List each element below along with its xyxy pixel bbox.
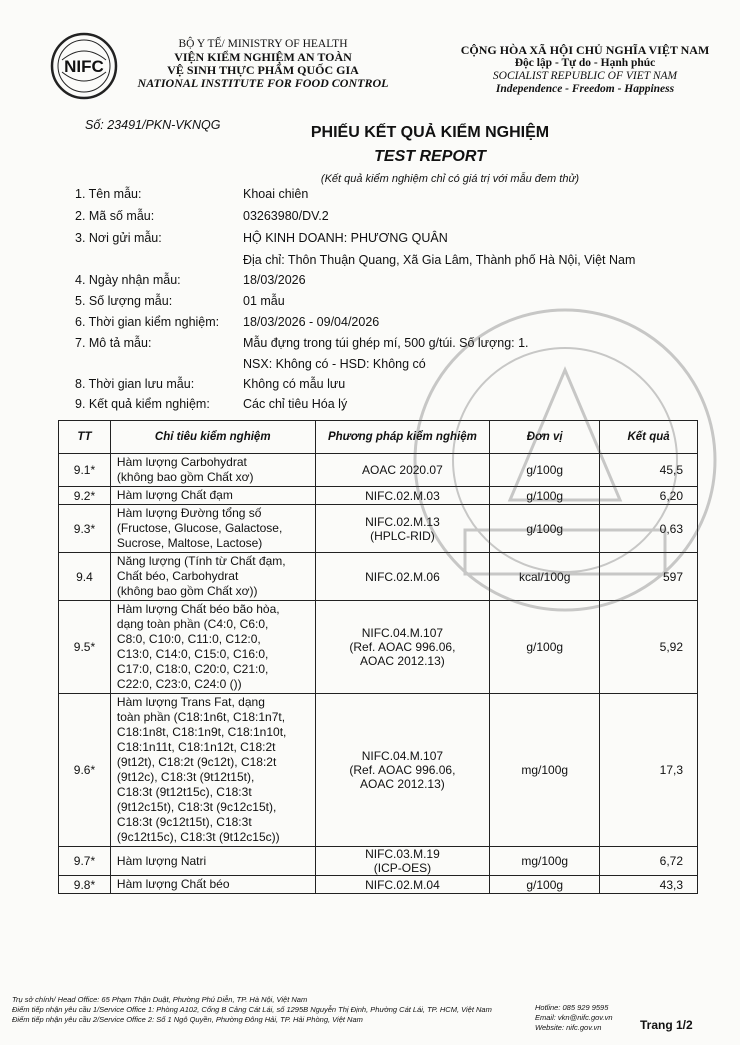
info-value: Các chỉ tiêu Hóa lý	[243, 397, 348, 411]
cell-unit: g/100g	[490, 601, 600, 694]
cell-result: 597	[600, 553, 698, 601]
test-item-line: Chất béo, Carbohydrat	[116, 569, 239, 583]
method-line: NIFC.03.M.19	[365, 847, 440, 861]
cell-test-item	[110, 694, 315, 847]
method-line: (ICP-OES)	[373, 861, 432, 875]
institute-header	[118, 38, 408, 90]
footer-line: Trụ sở chính/ Head Office: 65 Phạm Thận Duật, Phường Phú Diễn, TP. Hà Nội, Việt Nam	[12, 995, 308, 1004]
cell-result: 45,5	[600, 454, 698, 487]
info-label: 8. Thời gian lưu mẫu:	[75, 377, 195, 391]
test-item-line: Hàm lượng Carbohydrat	[116, 455, 247, 469]
test-item-line: C13:0, C14:0, C15:0, C16:0,	[116, 647, 269, 661]
test-item-line: Hàm lượng Natri	[116, 853, 207, 868]
logo-text: NIFC	[64, 57, 104, 76]
motto-line-en: Independence - Freedom - Happiness	[495, 83, 675, 95]
test-item-line: C22:0, C23:0, C24:0 ())	[116, 677, 242, 691]
cell-method	[315, 601, 490, 694]
ministry-line: BỘ Y TẾ/ MINISTRY OF HEALTH	[178, 38, 348, 50]
info-label: 5. Số lượng mẫu:	[75, 294, 173, 308]
test-item-line: Sucrose, Maltose, Lactose)	[116, 536, 263, 550]
table-row	[59, 847, 698, 876]
info-value: HỘ KINH DOANH: PHƯƠNG QUÂN	[243, 231, 448, 245]
report-subtitle: TEST REPORT	[374, 148, 486, 165]
header-test-item: Chỉ tiêu kiểm nghiệm	[110, 421, 315, 454]
method-line: AOAC 2012.13)	[360, 654, 445, 668]
cell-test-item	[110, 847, 315, 876]
document-number: Số: 23491/PKN-VKNQG	[85, 118, 221, 132]
cell-unit: kcal/100g	[490, 553, 600, 601]
cell-tt: 9.3*	[59, 505, 111, 553]
footer-contacts	[535, 1003, 613, 1033]
report-note: (Kết quả kiểm nghiệm chỉ có giá trị với mẫu đem thử)	[320, 173, 580, 185]
footer-website: Website: nifc.gov.vn	[535, 1023, 602, 1032]
test-item-line: (9t12c15t), C18:3t (9c12c15t),	[116, 800, 277, 814]
institute-line-2: VỆ SINH THỰC PHẨM QUỐC GIA	[167, 63, 359, 77]
test-item-line: C18:3t (9t12t15c), C18:3t	[116, 785, 252, 799]
table-row	[59, 694, 698, 847]
method-line: (Ref. AOAC 996.06,	[349, 640, 456, 654]
cell-result: 17,3	[600, 694, 698, 847]
test-item-line: C18:1n11t, C18:1n12t, C18:2t	[116, 740, 276, 754]
test-item-line: (9t12c), C18:3t (9t12t15t),	[116, 770, 255, 784]
info-value: Khoai chiên	[243, 187, 309, 201]
cell-unit: mg/100g	[490, 694, 600, 847]
republic-header	[440, 44, 730, 96]
method-line: NIFC.02.M.03	[365, 488, 440, 503]
cell-unit: g/100g	[490, 487, 600, 505]
cell-test-item	[110, 454, 315, 487]
table-row	[59, 505, 698, 553]
cell-unit: mg/100g	[490, 847, 600, 876]
cell-method	[315, 505, 490, 553]
results-table	[58, 420, 698, 894]
institute-line-en: NATIONAL INSTITUTE FOR FOOD CONTROL	[137, 76, 389, 90]
method-line: AOAC 2020.07	[362, 463, 443, 477]
cell-result: 6,72	[600, 847, 698, 876]
test-item-line: dạng toàn phần (C4:0, C6:0,	[116, 617, 269, 631]
cell-method	[315, 847, 490, 876]
info-value: Địa chỉ: Thôn Thuận Quang, Xã Gia Lâm, Thành phố Hà Nội, Việt Nam	[243, 253, 636, 267]
cell-result: 0,63	[600, 505, 698, 553]
info-value: 01 mẫu	[243, 294, 285, 308]
institute-line-1: VIỆN KIỂM NGHIỆM AN TOÀN	[174, 50, 352, 64]
test-item-line: C18:1n8t, C18:1n9t, C18:1n10t,	[116, 725, 287, 739]
cell-tt: 9.7*	[59, 847, 111, 876]
info-label: 3. Nơi gửi mẫu:	[75, 231, 162, 245]
info-label: 7. Mô tả mẫu:	[75, 336, 152, 350]
cell-test-item	[110, 487, 315, 505]
method-line: NIFC.04.M.107	[361, 626, 444, 640]
test-item-line: toàn phần (C18:1n6t, C18:1n7t,	[116, 710, 286, 724]
table-header-row	[59, 421, 698, 454]
header-unit: Đơn vị	[490, 421, 600, 454]
header-result: Kết quả	[600, 421, 698, 454]
cell-method	[315, 487, 490, 505]
cell-unit: g/100g	[490, 505, 600, 553]
info-label: 2. Mã số mẫu:	[75, 209, 155, 223]
cell-method	[315, 694, 490, 847]
test-item-line: (không bao gồm Chất xơ)	[116, 470, 254, 484]
republic-line: CỘNG HÒA XÃ HỘI CHỦ NGHĨA VIỆT NAM	[460, 43, 710, 57]
footer-line: Điểm tiếp nhận yêu cầu 1/Service Office 1: Phòng A102, Cổng B Cảng Cát Lái, số 1295B Nguyễn Thị Định, Phường Cát Lái, TP. HCM, Việt Nam	[12, 1005, 492, 1014]
method-line: NIFC.02.M.13	[365, 514, 440, 529]
table-row	[59, 553, 698, 601]
info-label: 9. Kết quả kiểm nghiệm:	[75, 397, 210, 411]
test-item-line: Hàm lượng Chất đạm	[116, 488, 233, 502]
info-value: 18/03/2026 - 09/04/2026	[243, 315, 380, 329]
test-item-line: (không bao gồm Chất xơ))	[116, 584, 258, 598]
info-label: 4. Ngày nhận mẫu:	[75, 273, 181, 287]
footer-addresses	[12, 995, 492, 1025]
cell-test-item	[110, 876, 315, 894]
cell-test-item	[110, 505, 315, 553]
test-item-line: (9t12t), C18:2t (9c12t), C18:2t	[116, 755, 277, 769]
info-value: NSX: Không có - HSD: Không có	[243, 357, 426, 371]
test-item-line: Năng lượng (Tính từ Chất đạm,	[116, 554, 286, 568]
cell-tt: 9.8*	[59, 876, 111, 894]
info-value: Mẫu đựng trong túi ghép mí, 500 g/túi. Số lượng: 1.	[243, 336, 529, 350]
test-item-line: (Fructose, Glucose, Galactose,	[116, 521, 283, 535]
cell-result: 5,92	[600, 601, 698, 694]
info-label: 1. Tên mẫu:	[75, 187, 142, 201]
table-row	[59, 487, 698, 505]
info-value: 18/03/2026	[243, 273, 306, 287]
method-line: NIFC.02.M.06	[365, 569, 440, 584]
test-item-line: (9c12t15c), C18:3t (9t12c15c))	[116, 830, 280, 844]
test-item-line: C18:3t (9c12t15t), C18:3t	[116, 815, 252, 829]
method-line: NIFC.04.M.107	[361, 749, 444, 763]
test-item-line: Hàm lượng Trans Fat, dạng	[116, 695, 265, 709]
cell-test-item	[110, 553, 315, 601]
cell-tt: 9.5*	[59, 601, 111, 694]
test-item-line: Hàm lượng Chất béo bão hòa,	[116, 602, 280, 616]
header-method: Phương pháp kiểm nghiệm	[315, 421, 490, 454]
header-tt: TT	[59, 421, 111, 454]
cell-unit: g/100g	[490, 876, 600, 894]
footer-email: Email: vkn@nifc.gov.vn	[535, 1013, 613, 1022]
cell-method	[315, 454, 490, 487]
footer-hotline: Hotline: 085 929 9595	[535, 1003, 609, 1012]
cell-method	[315, 553, 490, 601]
page-number: Trang 1/2	[640, 1018, 693, 1032]
cell-tt: 9.6*	[59, 694, 111, 847]
cell-unit: g/100g	[490, 454, 600, 487]
motto-line: Độc lập - Tự do - Hạnh phúc	[514, 57, 656, 69]
cell-result: 6,20	[600, 487, 698, 505]
cell-result: 43,3	[600, 876, 698, 894]
cell-tt: 9.2*	[59, 487, 111, 505]
nifc-logo	[50, 32, 118, 100]
footer-line: Điểm tiếp nhận yêu cầu 2/Service Office 2: Số 1 Ngô Quyền, Phường Đông Hải, TP. Hải Phòng, Việt Nam	[12, 1015, 363, 1024]
cell-tt: 9.1*	[59, 454, 111, 487]
cell-test-item	[110, 601, 315, 694]
republic-line-en: SOCIALIST REPUBLIC OF VIET NAM	[492, 70, 678, 82]
report-title: PHIẾU KẾT QUẢ KIỂM NGHIỆM	[310, 124, 550, 141]
method-line: (HPLC-RID)	[370, 528, 435, 543]
test-item-line: C17:0, C18:0, C20:0, C21:0,	[116, 662, 269, 676]
info-value: Không có mẫu lưu	[243, 377, 346, 391]
method-line: (Ref. AOAC 996.06,	[349, 763, 456, 777]
info-value: 03263980/DV.2	[243, 209, 329, 223]
table-row	[59, 454, 698, 487]
method-line: AOAC 2012.13)	[360, 777, 445, 791]
test-item-line: Hàm lượng Đường tổng số	[116, 506, 262, 520]
table-row	[59, 876, 698, 894]
test-item-line: C8:0, C10:0, C11:0, C12:0,	[116, 632, 261, 646]
info-label: 6. Thời gian kiểm nghiệm:	[75, 315, 220, 329]
table-row	[59, 601, 698, 694]
method-line: NIFC.02.M.04	[365, 877, 440, 892]
test-item-line: Hàm lượng Chất béo	[116, 877, 230, 891]
cell-tt: 9.4	[59, 553, 111, 601]
cell-method	[315, 876, 490, 894]
